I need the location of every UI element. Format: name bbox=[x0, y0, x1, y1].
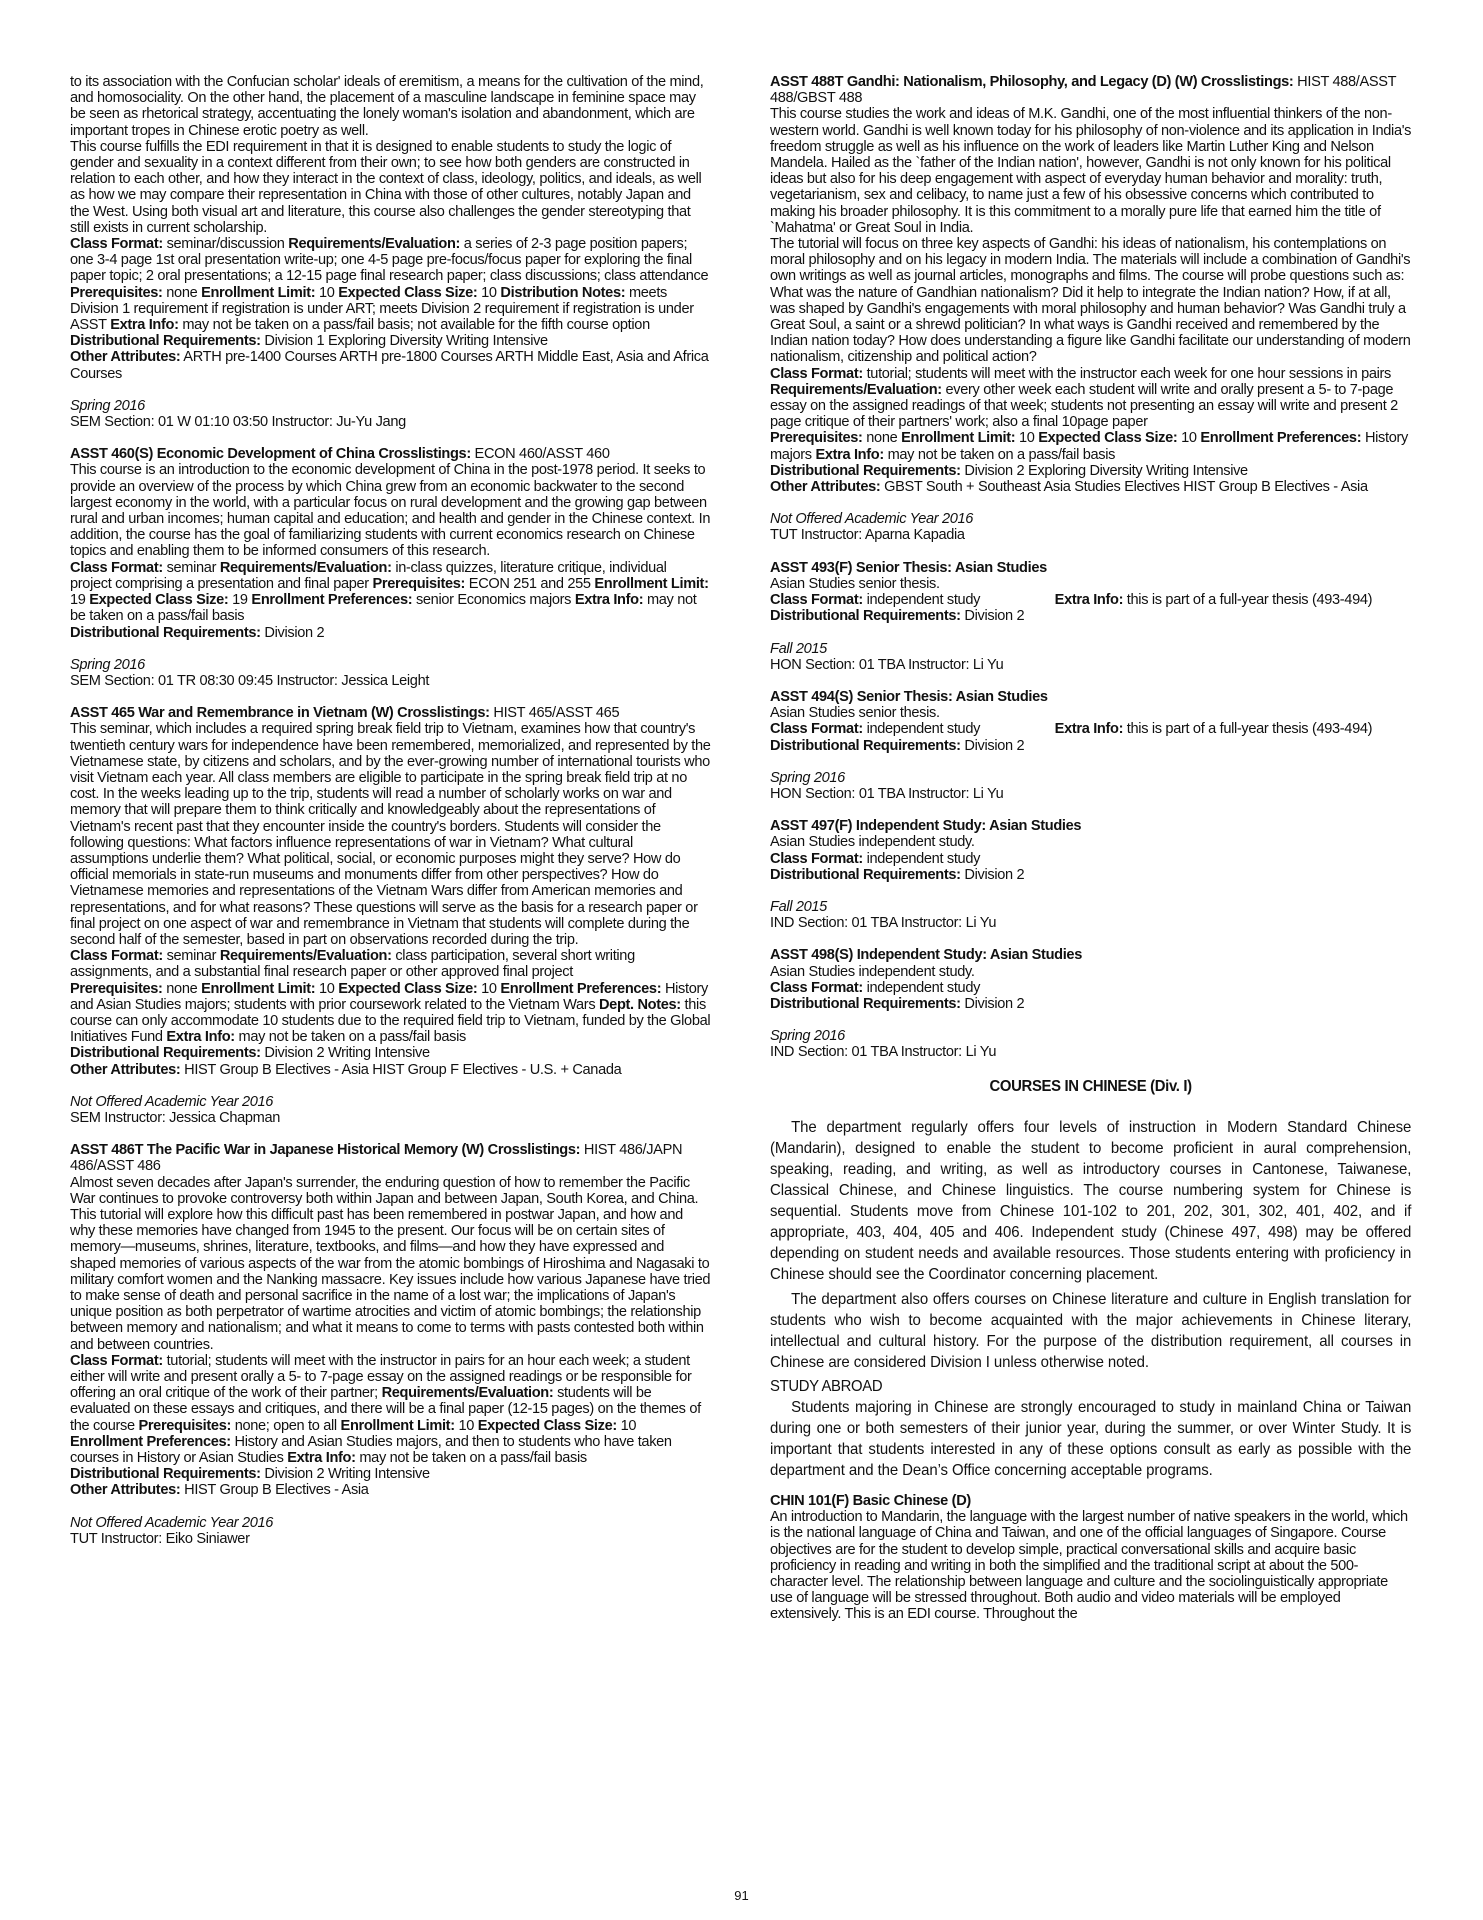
section-line: IND Section: 01 TBA Instructor: Li Yu bbox=[770, 1043, 997, 1061]
course-details: Class Format: seminar Requirements/Evaluation: class participation, several short writing assignments, and a substantial final research paper or other approved final project bbox=[70, 947, 635, 981]
course-description: This course is an introduction to the economic development of China in the post-1978 period. It seeks to provide an overview of the process by which China grew from an economic backwater to the second largest economy in the world, with a particular focus on rural development and the growing gap between rural and urban incomes; human capital and education; and health and gender in the Chinese context. In addition, the course has the goal of familiarizing students with current economics research on Chinese topics and enabling them to be informed consumers of this research. bbox=[70, 461, 711, 560]
course-title: ASST 488T Gandhi: Nationalism, Philosophy, and Legacy (D) (W) Crosslistings: HIST 488/ASST 488/GBST 488 bbox=[770, 73, 1396, 107]
course-description: Asian Studies senior thesis. bbox=[770, 704, 940, 722]
term: Fall 2015 bbox=[770, 639, 827, 657]
distributional-requirements bbox=[70, 333, 711, 349]
course-title: CHIN 101(F) Basic Chinese (D) bbox=[770, 1491, 971, 1509]
extra-info-value: may not be taken on a pass/fail basis; not available for the fifth course option bbox=[182, 316, 650, 334]
course-description: Asian Studies independent study. bbox=[770, 962, 975, 980]
section-title: COURSES IN CHINESE (Div. I) bbox=[989, 1077, 1192, 1095]
course-details: Prerequisites: none Enrollment Limit: 10 Expected Class Size: 10 Enrollment Preferences: History majors Extra Info: may not be taken on a pass/fail basis bbox=[770, 429, 1408, 463]
class-format-label: Class Format: bbox=[70, 235, 163, 253]
section-line: SEM Section: 01 TR 08:30 09:45 Instructor: Jessica Leight bbox=[70, 671, 430, 689]
expected-size-label: Expected Class Size: bbox=[338, 283, 478, 301]
course-description: Almost seven decades after Japan's surrender, the enduring question of how to remember the Pacific War continues to provoke controversy both within Japan and between Japan, South Korea, and China. This tutorial will explore how this difficult past has been remembered in postwar Japan, and how and why these memories have changed from 1945 to the present. Our focus will be on certain sites of memory—museums, shrines, literature, textbooks, and films—and how they have expressed and shaped memories of various aspects of the war from the atomic bombings of Hiroshima and Nagasaki to military comfort women and the Nanking massacre. Key issues include how various Japanese have tried to make sense of death and personal sacrifice in the name of a lost war; the implications of Japan's unique position as both perpetrator of wartime atrocities and victim of atomic bombings; the relationship between memory and nationalism; and what it means to come to terms with pasts contested both within and between countries. bbox=[70, 1173, 711, 1353]
course-details: Class Format: seminar Requirements/Evaluation: in-class quizzes, literature critique, individual project comprising a presentation and final paper Prerequisites: ECON 251 and 255 Enrollment Limit: 19 Expected Class Size: 19 Enrollment Preferences: senior Economics majors Extra Info: may not be taken on a pass/fail basis bbox=[70, 558, 709, 625]
course-description: This seminar, which includes a required spring break field trip to Vietnam, examines how that country's twentieth century wars for independence have been remembered, memorialized, and represented by the Vietnamese state, by citizens and scholars, and by the ever-growing number of international tourists who visit Vietnam each year. All class members are eligible to participate in the spring break field trip at no cost. In the weeks leading up to the trip, students will read a number of scholarly works on war and memory that will prepare them to think critically and knowledgeably about the representations of Vietnam's recent past that they encounter inside the country's borders. Students will consider the following questions: What factors influence representations of war in Vietnam? What cultural assumptions underlie them? What political, social, or economic purposes might they serve? How do official memorials in state-run museums and monuments differ from other perspectives? How do Vietnamese memories and representations of the Vietnam Wars differ from American memories and representations, and for what reasons? These questions will serve as the basis for a research paper or final project on one aspect of war and remembrance in Vietnam that students will complete during the second half of the semester, based in part on observations recorded during the trip. bbox=[70, 720, 711, 948]
term: Not Offered Academic Year 2016 bbox=[70, 1513, 274, 1531]
term: Fall 2015 bbox=[770, 897, 827, 915]
section-line: TUT Instructor: Aparna Kapadia bbox=[770, 526, 965, 544]
intro-paragraph: The department also offers courses on Chinese literature and culture in English translation for students who wish to become acquainted with the major achievements in Chinese literary, intellectual and cultural history. For the purpose of the distribution requirement, all courses in Chinese are considered Division I unless otherwise noted. bbox=[770, 1290, 1412, 1371]
requirements-label: Requirements/Evaluation: bbox=[288, 235, 461, 253]
edi-paragraph: This course fulfills the EDI requirement in that it is designed to enable students to study the logic of gender and sexuality in a context different from their own; to see how both genders are constructed in relation to each other, and how they interact in the context of class, ideology, politics, and ideals, as well as how we may compare their representation in China with those of other cultures, notably Japan and the West. Using both visual art and literature, this course also challenges the gender stereotyping that still exists in current scholarship. bbox=[70, 137, 702, 236]
distreq-value: Division 1 Exploring Diversity Writing Intensive bbox=[264, 332, 548, 350]
prerequisites-value: none bbox=[166, 283, 198, 301]
term: Not Offered Academic Year 2016 bbox=[770, 510, 974, 528]
distribution-notes-label: Distribution Notes: bbox=[500, 283, 626, 301]
course-description: Asian Studies senior thesis. bbox=[770, 574, 940, 592]
enrollment-limit-value: 10 bbox=[318, 283, 335, 301]
course-details: Class Format: independent study Extra Info: this is part of a full-year thesis (493-494) bbox=[770, 591, 1373, 609]
class-format-value: seminar/discussion bbox=[166, 235, 285, 253]
other-attributes: Other Attributes: GBST South + Southeast Asia Studies Electives HIST Group B Electives - Asia bbox=[770, 478, 1368, 496]
distributional-requirements: Distributional Requirements: Division 2 bbox=[770, 736, 1025, 754]
term: Spring 2016 bbox=[770, 768, 845, 786]
distributional-requirements: Distributional Requirements: Division 2 bbox=[770, 607, 1025, 625]
course-description: This course studies the work and ideas of M.K. Gandhi, one of the most influential thinkers of the non-western world. Gandhi is well known today for his philosophy of non-violence and its application in India's freedom struggle as well as his influence on the work of leaders like Martin Luther King and Nelson Mandela. Hailed as the `father of the Indian nation', however, Gandhi is not only known for his political ideas but also for his deep engagement with aspect of everyday human behavior and morality: truth, vegetarianism, sex and celibacy, to name just a few of his obsessive concerns which contributed to making his broader philosophy. It is this commitment to a morally pure life that earned him the title of `Mahatma' or Great Soul in India. bbox=[770, 105, 1412, 236]
course-title: ASST 460(S) Economic Development of China Crosslistings: ECON 460/ASST 460 bbox=[70, 445, 610, 463]
distreq-label: Distributional Requirements: bbox=[70, 332, 261, 350]
prerequisites-label: Prerequisites: bbox=[70, 283, 163, 301]
course-details: Class Format: tutorial; students will meet with the instructor each week for one hour sessions in pairs Requirements/Evaluation: every other week each student will write and orally present a 5- to 7-page essay on the assigned readings of that week; students not presenting an essay will write and present 2 page critique of their partners' work; also a final 10page paper bbox=[770, 364, 1398, 431]
enrollment-limit-label: Enrollment Limit: bbox=[201, 283, 316, 301]
term: Spring 2016 bbox=[70, 655, 145, 673]
carryover-details bbox=[70, 236, 711, 333]
carryover-paragraph: to its association with the Confucian scholar' ideals of eremitism, a means for the cultivation of the mind, and homosociality. On the other hand, the placement of a masculine landscape in feminine space may be seen as rhetorical strategy, accentuating the lonely woman's isolation and abandonment, which are important tropes in Chinese erotic poetry as well. bbox=[70, 73, 704, 139]
term: Spring 2016 bbox=[770, 1027, 845, 1045]
course-title: ASST 494(S) Senior Thesis: Asian Studies bbox=[770, 687, 1048, 705]
other-attributes: Other Attributes: HIST Group B Electives - Asia HIST Group F Electives - U.S. + Canada bbox=[70, 1060, 622, 1078]
section-line: SEM Section: 01 W 01:10 03:50 Instructor: Ju-Yu Jang bbox=[70, 413, 406, 431]
course-description: The tutorial will focus on three key aspects of Gandhi: his ideas of nationalism, his contemplations on moral philosophy and on his legacy in modern India. The materials will include a combination of Gandhi's own writings as well as journal articles, monographs and films. The course will probe questions such as: What was the nature of Gandhian nationalism? Did it help to integrate the Indian nation? How, if at all, was shaped by Gandhi's engagements with moral philosophy and human behavior? Was Gandhi truly a Great Soul, a saint or a shrewd politician? In what ways is Gandhi received and remembered by the Indian nation today? How does understanding a figure like Gandhi facilitate our understanding of modern nationalism, citizenship and political action? bbox=[770, 235, 1411, 366]
distributional-requirements: Distributional Requirements: Division 2 bbox=[770, 865, 1025, 883]
section-line: TUT Instructor: Eiko Siniawer bbox=[70, 1529, 250, 1547]
distributional-requirements: Distributional Requirements: Division 2 Exploring Diversity Writing Intensive bbox=[770, 461, 1248, 479]
distribution-notes-value: meets Division 1 requirement if registration is under ART; meets Division 2 requirement if registration is under ASST bbox=[70, 283, 694, 334]
distributional-requirements: Distributional Requirements: Division 2 bbox=[70, 623, 325, 641]
other-attributes: Other Attributes: HIST Group B Electives - Asia bbox=[70, 1481, 369, 1499]
right-column bbox=[770, 74, 1411, 1623]
other-attributes bbox=[70, 349, 711, 381]
course-details: Prerequisites: none Enrollment Limit: 10 Expected Class Size: 10 Enrollment Preferences: History and Asian Studies majors; students with prior coursework related to the Vietnam Wars Dept. Notes: this course can only accommodate 10 students due to the required field trip to Vietnam, funded by the Global Initiatives Fund Extra Info: may not be taken on a pass/fail basis bbox=[70, 979, 711, 1046]
study-abroad-paragraph: Students majoring in Chinese are strongly encouraged to study in mainland China or Taiwan during one or both semesters of their junior year, during the summer, or over Winter Study. It is important that students interested in any of these options consult as early as possible with the department and the Dean’s Office concerning acceptable programs. bbox=[770, 1398, 1412, 1479]
course-title: ASST 498(S) Independent Study: Asian Studies bbox=[770, 946, 1082, 964]
extra-info-label: Extra Info: bbox=[110, 316, 179, 334]
course-details: Class Format: tutorial; students will meet with the instructor in pairs for an hour each week; a student either will write and present orally a 5- to 7-page essay on the assigned readings or be responsible for offering an oral critique of the work of their partner; Requirements/Evaluation: students will be evaluated on these essays and critiques, and there will be a final paper (12-15 pages) on the themes of the course Prerequisites: none; open to all Enrollment Limit: 10 Expected Class Size: 10 Enrollment Preferences: History and Asian Studies majors, and then to students who have taken courses in History or Asian Studies Extra Info: may not be taken on a pass/fail basis bbox=[70, 1351, 701, 1467]
course-title: ASST 486T The Pacific War in Japanese Historical Memory (W) Crosslistings: HIST 486/JAPN 486/ASST 486 bbox=[70, 1141, 683, 1175]
left-column bbox=[70, 74, 711, 1547]
study-abroad-heading: STUDY ABROAD bbox=[770, 1377, 883, 1395]
course-title: ASST 465 War and Remembrance in Vietnam (W) Crosslistings: HIST 465/ASST 465 bbox=[70, 704, 620, 722]
page-number: 91 bbox=[734, 1888, 749, 1903]
section-line: HON Section: 01 TBA Instructor: Li Yu bbox=[770, 655, 1004, 673]
other-value: ARTH pre-1400 Courses ARTH pre-1800 Courses ARTH Middle East, Asia and Africa Courses bbox=[70, 348, 709, 382]
section-line: SEM Instructor: Jessica Chapman bbox=[70, 1108, 280, 1126]
course-title: ASST 497(F) Independent Study: Asian Studies bbox=[770, 817, 1082, 835]
course-title: ASST 493(F) Senior Thesis: Asian Studies bbox=[770, 558, 1047, 576]
course-details: Class Format: independent study bbox=[770, 978, 981, 996]
course-description: An introduction to Mandarin, the language with the largest number of native speakers in the world, which is the national language of China and Taiwan, and one of the official languages of Singapore. Course objectives are for the student to develop simple, practical conversational skills and acquire basic proficiency in reading and writing in both the simplified and the traditional script at about the 500-character level. The relationship between language and culture and the sociolinguistically appropriate use of language will be stressed throughout. Both audio and video materials will be employed extensively. This is an EDI course. Throughout the bbox=[770, 1508, 1408, 1623]
course-description: Asian Studies independent study. bbox=[770, 833, 975, 851]
distributional-requirements: Distributional Requirements: Division 2 bbox=[770, 994, 1025, 1012]
section-line: HON Section: 01 TBA Instructor: Li Yu bbox=[770, 784, 1004, 802]
course-details: Class Format: independent study Extra Info: this is part of a full-year thesis (493-494) bbox=[770, 720, 1373, 738]
expected-size-value: 10 bbox=[481, 283, 497, 301]
distributional-requirements: Distributional Requirements: Division 2 Writing Intensive bbox=[70, 1465, 430, 1483]
intro-paragraph: The department regularly offers four levels of instruction in Modern Standard Chinese (Mandarin), designed to enable the student to become proficient in aural comprehension, speaking, reading, and writing, as well as introductory courses in Cantonese, Taiwanese, Classical Chinese, and Chinese linguistics. The course numbering system for Chinese is sequential. Students move from Chinese 101-102 to 201, 202, 301, 302, 401, 402, and if appropriate, 403, 404, 405 and 406. Independent study (Chinese 497, 498) may be offered depending on student needs and available resources. Those students entering with proficiency in Chinese should see the Coordinator concerning placement. bbox=[770, 1118, 1412, 1283]
term: Spring 2016 bbox=[70, 396, 145, 414]
distributional-requirements: Distributional Requirements: Division 2 Writing Intensive bbox=[70, 1044, 430, 1062]
term: Not Offered Academic Year 2016 bbox=[70, 1092, 274, 1110]
other-label: Other Attributes: bbox=[70, 348, 181, 366]
course-details: Class Format: independent study bbox=[770, 849, 981, 867]
requirements-value: a series of 2-3 page position papers; one 3-4 page 1st oral presentation write-up; one 4-5 page pre-focus/focus paper for exploring the final paper topic; 2 oral presentations; a 12-15 page final research paper; class discussions; class attendance bbox=[70, 235, 709, 285]
section-line: IND Section: 01 TBA Instructor: Li Yu bbox=[770, 914, 997, 932]
